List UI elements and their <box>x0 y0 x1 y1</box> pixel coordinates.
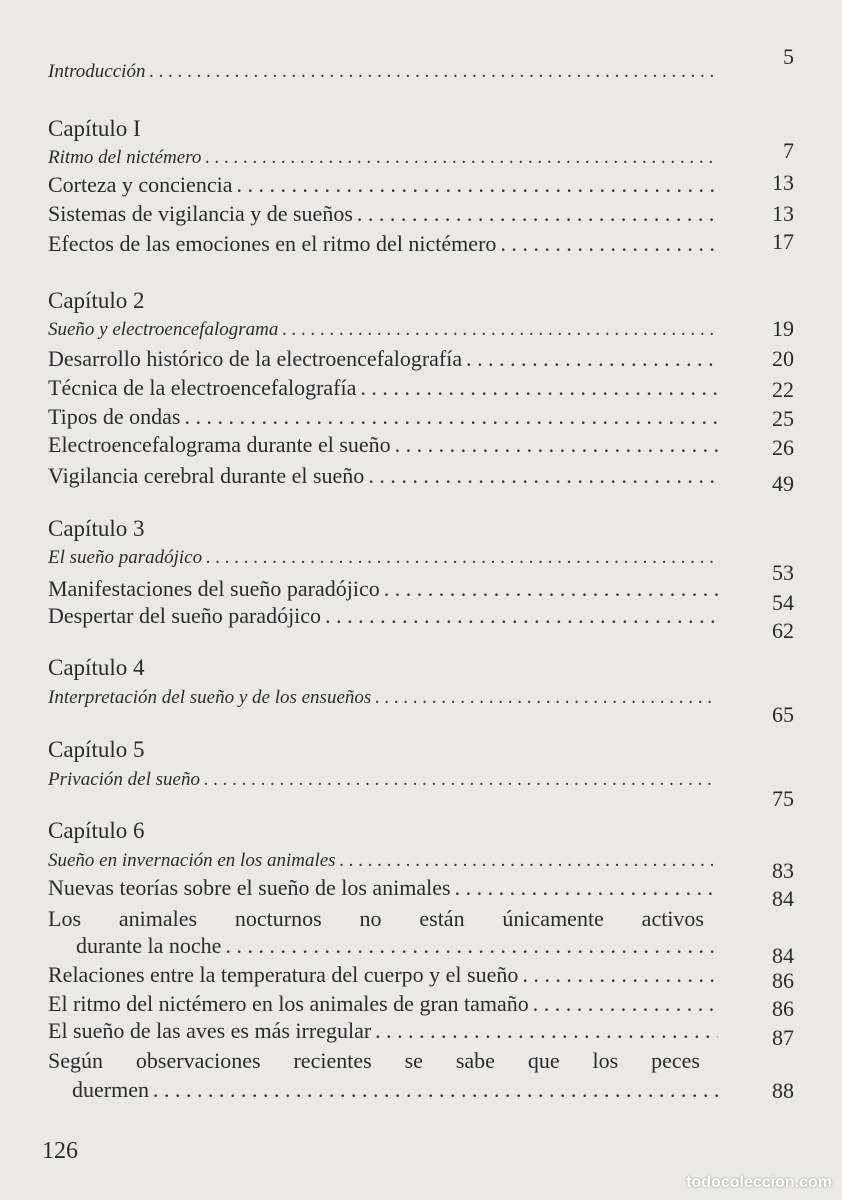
dot-leader <box>206 548 718 567</box>
toc-entry <box>48 877 718 899</box>
toc-entry <box>72 1079 718 1101</box>
dot-leader <box>375 1020 718 1042</box>
toc-entry-label: Privación del sueño <box>48 769 200 790</box>
toc-entry <box>48 148 718 167</box>
dot-leader <box>384 578 718 600</box>
toc-entry <box>48 770 718 789</box>
toc-entry-label: Electroencefalograma durante el sueño <box>48 432 391 457</box>
dot-leader <box>500 233 718 255</box>
toc-page-number: 62 <box>772 618 794 643</box>
toc-page-number: 65 <box>772 702 794 727</box>
toc-entry-label: Vigilancia cerebral durante el sueño <box>48 463 365 488</box>
toc-page-number: 83 <box>772 858 794 883</box>
toc-entry <box>48 964 718 986</box>
toc-entry-label: El sueño de las aves es más irregular <box>48 1018 372 1043</box>
toc-entry <box>76 935 718 957</box>
toc-entry <box>48 993 718 1015</box>
toc-entry <box>48 348 718 370</box>
dot-leader <box>340 851 718 870</box>
toc-entry-label-continued: duermen <box>72 1077 149 1102</box>
toc-page-number: 13 <box>772 201 794 226</box>
toc-entry <box>48 548 718 567</box>
dot-leader <box>325 605 718 627</box>
watermark <box>686 1174 832 1192</box>
dot-leader <box>466 348 718 370</box>
toc-page-number: 88 <box>772 1078 794 1103</box>
toc-entry-label: Desarrollo histórico de la electroencefalografía <box>48 346 463 371</box>
toc-entry <box>48 578 718 600</box>
watermark-dot: . <box>794 1174 800 1191</box>
toc-entry-label: Técnica de la electroencefalografía <box>48 375 357 400</box>
dot-leader <box>533 993 718 1015</box>
toc-entry-label: Efectos de las emociones en el ritmo del nictémero <box>48 231 497 256</box>
toc-entry-label: Interpretación del sueño y de los ensueños <box>48 687 372 708</box>
chapter-heading: Capítulo 6 <box>48 818 145 843</box>
toc-entry-label: Sueño en invernación en los animales <box>48 850 336 871</box>
toc-entry-label: Relaciones entre la temperatura del cuerpo y el sueño <box>48 962 519 987</box>
toc-page-number: 22 <box>772 377 794 402</box>
toc-entry-label-continued: durante la noche <box>76 933 222 958</box>
toc-entry-label: Sistemas de vigilancia y de sueños <box>48 201 353 226</box>
folio-page-number: 126 <box>42 1138 78 1164</box>
toc-entry <box>48 1020 718 1042</box>
toc-entry <box>48 174 718 196</box>
dot-leader <box>455 877 718 899</box>
toc-entry-label: Introducción <box>48 61 146 82</box>
toc-entry-label: Manifestaciones del sueño paradójico <box>48 576 380 601</box>
chapter-heading: Capítulo 2 <box>48 288 145 313</box>
dot-leader <box>205 148 718 167</box>
toc-page-number: 86 <box>772 996 794 1021</box>
toc-page-number: 84 <box>772 943 794 968</box>
dot-leader <box>236 174 718 196</box>
toc-entry <box>48 605 718 627</box>
toc-entry-label: Los animales nocturnos no están únicamente activos <box>48 906 704 931</box>
dot-leader <box>282 320 718 339</box>
toc-page-number: 20 <box>772 346 794 371</box>
toc-page-number: 87 <box>772 1025 794 1050</box>
dot-leader <box>225 935 718 957</box>
dot-leader <box>522 964 718 986</box>
toc-entry-label: Nuevas teorías sobre el sueño de los animales <box>48 875 451 900</box>
toc-entry-label: Despertar del sueño paradójico <box>48 603 322 628</box>
toc-page-number: 49 <box>772 471 794 496</box>
toc-page-number: 75 <box>772 786 794 811</box>
dot-leader <box>184 406 718 428</box>
toc-entry <box>48 377 718 399</box>
chapter-heading: Capítulo 5 <box>48 737 145 762</box>
toc-page-number: 84 <box>772 886 794 911</box>
toc-entry-label: El sueño paradójico <box>48 547 203 568</box>
toc-entry-label: El ritmo del nictémero en los animales de gran tamaño <box>48 991 529 1016</box>
chapter-heading: Capítulo 3 <box>48 516 145 541</box>
toc-page-number: 7 <box>783 138 794 163</box>
toc-page-number: 26 <box>772 435 794 460</box>
dot-leader <box>360 377 718 399</box>
dot-leader <box>395 434 718 456</box>
toc-page-number: 17 <box>772 229 794 254</box>
toc-entry <box>48 851 718 870</box>
toc-page-number: 53 <box>772 560 794 585</box>
toc-entry-intro <box>48 62 718 81</box>
toc-page-number: 13 <box>772 170 794 195</box>
toc-entry-label: Ritmo del nictémero <box>48 147 202 168</box>
toc-entry-label: Tipos de ondas <box>48 404 181 429</box>
toc-entry <box>48 406 718 428</box>
chapter-heading: Capítulo 4 <box>48 655 145 680</box>
toc-entry <box>48 688 718 707</box>
toc-entry <box>48 233 718 255</box>
toc-entry <box>48 203 718 225</box>
toc-page-number: 86 <box>772 968 794 993</box>
toc-page-number: 5 <box>783 44 794 69</box>
toc-page-number: 54 <box>772 590 794 615</box>
toc-entry-label: Corteza y conciencia <box>48 172 233 197</box>
watermark-text: todocoleccion <box>686 1174 795 1191</box>
dot-leader <box>204 770 718 789</box>
toc-entry <box>48 465 718 487</box>
toc-entry-label: Según observaciones recientes se sabe que los peces <box>48 1048 700 1073</box>
dot-leader <box>149 62 718 81</box>
dot-leader <box>153 1079 718 1101</box>
toc-entry <box>48 320 718 339</box>
dot-leader <box>368 465 718 487</box>
watermark-text-suffix: com <box>799 1174 832 1191</box>
toc-page-number: 19 <box>772 316 794 341</box>
toc-entry <box>48 434 718 456</box>
toc-page-number: 25 <box>772 406 794 431</box>
chapter-heading: Capítulo I <box>48 116 141 141</box>
toc-entry-label: Sueño y electroencefalograma <box>48 319 279 340</box>
dot-leader <box>375 688 718 707</box>
dot-leader <box>357 203 718 225</box>
